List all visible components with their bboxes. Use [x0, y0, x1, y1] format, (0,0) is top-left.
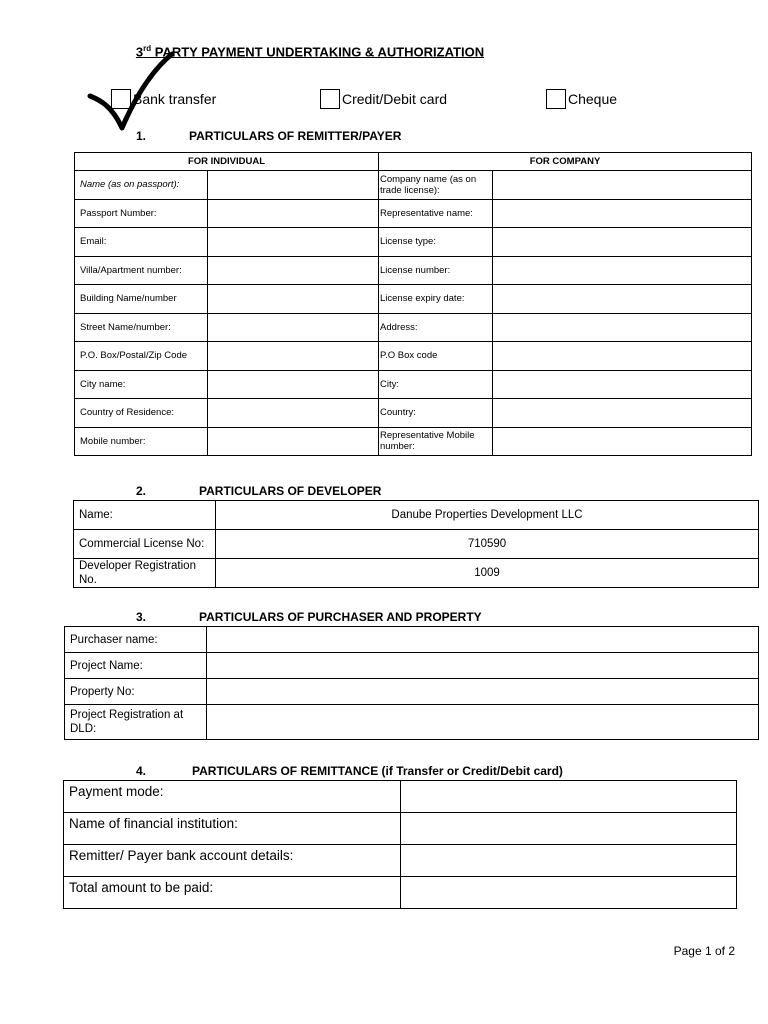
table-row: [75, 342, 752, 371]
table-row: [75, 399, 752, 428]
table-row: [74, 559, 759, 588]
remittance-label: Payment mode:: [64, 781, 401, 813]
company-input[interactable]: [493, 427, 752, 456]
remittance-label: Remitter/ Payer bank account details:: [64, 845, 401, 877]
section-3-heading: [136, 610, 482, 624]
table-row: [74, 530, 759, 559]
table-row: [75, 285, 752, 314]
table-row: [75, 256, 752, 285]
individual-label: Villa/Apartment number:: [75, 256, 208, 285]
company-label: Company name (as on trade license):: [379, 171, 493, 200]
remittance-input[interactable]: [401, 845, 737, 877]
remitter-table: [74, 152, 752, 456]
company-input[interactable]: [493, 199, 752, 228]
option-cheque[interactable]: [546, 88, 617, 110]
remittance-input[interactable]: [401, 781, 737, 813]
page-number: Page 1 of 2: [673, 944, 735, 958]
section-title: PARTICULARS OF DEVELOPER: [199, 484, 382, 498]
remittance-input[interactable]: [401, 813, 737, 845]
purchaser-table: [64, 626, 759, 740]
title-sup: rd: [143, 44, 152, 53]
section-title: PARTICULARS OF REMITTANCE (if Transfer or Credit/Debit card): [192, 764, 563, 778]
purchaser-label: Purchaser name:: [65, 627, 207, 653]
company-header: FOR COMPANY: [379, 153, 752, 171]
table-row: [64, 813, 737, 845]
title-rest: PARTY PAYMENT UNDERTAKING & AUTHORIZATION: [151, 44, 485, 60]
section-1-heading: [136, 129, 401, 143]
company-label: License number:: [379, 256, 493, 285]
table-row: [65, 679, 759, 705]
company-input[interactable]: [493, 342, 752, 371]
table-row: [65, 653, 759, 679]
purchaser-input[interactable]: [207, 627, 759, 653]
section-number: 3.: [136, 610, 147, 624]
developer-label: Name:: [74, 501, 216, 530]
company-input[interactable]: [493, 171, 752, 200]
individual-input[interactable]: [208, 313, 379, 342]
purchaser-label: Property No:: [65, 679, 207, 705]
table-row: [75, 313, 752, 342]
company-input[interactable]: [493, 228, 752, 257]
individual-label: Name (as on passport):: [75, 171, 208, 200]
purchaser-input[interactable]: [207, 705, 759, 740]
option-credit-debit-card[interactable]: [320, 88, 447, 110]
individual-label: P.O. Box/Postal/Zip Code: [75, 342, 208, 371]
purchaser-input[interactable]: [207, 679, 759, 705]
remittance-table: [63, 780, 737, 909]
purchaser-input[interactable]: [207, 653, 759, 679]
title-prefix: 3: [135, 44, 144, 60]
company-label: Country:: [379, 399, 493, 428]
section-number: 2.: [136, 484, 147, 498]
company-label: License expiry date:: [379, 285, 493, 314]
developer-value: 710590: [216, 530, 759, 559]
company-label: Representative Mobile number:: [379, 427, 493, 456]
remittance-input[interactable]: [401, 877, 737, 909]
company-input[interactable]: [493, 285, 752, 314]
credit-debit-card-checkbox[interactable]: [320, 89, 340, 109]
section-number: 4.: [136, 764, 147, 778]
table-row: [75, 228, 752, 257]
table-row: [64, 877, 737, 909]
table-row: [65, 705, 759, 740]
remittance-label: Total amount to be paid:: [64, 877, 401, 909]
table-row: [64, 845, 737, 877]
company-label: License type:: [379, 228, 493, 257]
company-input[interactable]: [493, 370, 752, 399]
developer-value: 1009: [216, 559, 759, 588]
table-row: [75, 370, 752, 399]
individual-input[interactable]: [208, 370, 379, 399]
option-label: Credit/Debit card: [342, 91, 448, 107]
section-title: PARTICULARS OF REMITTER/PAYER: [189, 129, 402, 143]
table-row: [65, 627, 759, 653]
table-row: [75, 427, 752, 456]
company-input[interactable]: [493, 399, 752, 428]
table-row: [75, 199, 752, 228]
purchaser-label: Project Registration at DLD:: [65, 705, 207, 740]
individual-label: City name:: [75, 370, 208, 399]
company-label: P.O Box code: [379, 342, 493, 371]
section-title: PARTICULARS OF PURCHASER AND PROPERTY: [199, 610, 482, 624]
individual-input[interactable]: [208, 228, 379, 257]
individual-label: Email:: [75, 228, 208, 257]
individual-input[interactable]: [208, 285, 379, 314]
individual-label: Building Name/number: [75, 285, 208, 314]
option-label: Bank transfer: [133, 91, 217, 107]
option-label: Cheque: [568, 91, 618, 107]
company-label: City:: [379, 370, 493, 399]
individual-input[interactable]: [208, 171, 379, 200]
individual-input[interactable]: [208, 427, 379, 456]
company-input[interactable]: [493, 313, 752, 342]
company-label: Representative name:: [379, 199, 493, 228]
table-row: [75, 171, 752, 200]
company-label: Address:: [379, 313, 493, 342]
purchaser-label: Project Name:: [65, 653, 207, 679]
developer-label: Developer Registration No.: [74, 559, 216, 588]
individual-input[interactable]: [208, 256, 379, 285]
company-input[interactable]: [493, 256, 752, 285]
individual-input[interactable]: [208, 199, 379, 228]
table-row: [74, 501, 759, 530]
cheque-checkbox[interactable]: [546, 89, 566, 109]
section-4-heading: [136, 764, 563, 778]
individual-input[interactable]: [208, 342, 379, 371]
table-row: [64, 781, 737, 813]
section-number: 1.: [136, 129, 147, 143]
individual-label: Country of Residence:: [75, 399, 208, 428]
developer-table: [73, 500, 759, 588]
remittance-label: Name of financial institution:: [64, 813, 401, 845]
developer-label: Commercial License No:: [74, 530, 216, 559]
individual-header: FOR INDIVIDUAL: [75, 153, 379, 171]
individual-label: Street Name/number:: [75, 313, 208, 342]
section-2-heading: [136, 484, 381, 498]
individual-label: Mobile number:: [75, 427, 208, 456]
individual-label: Passport Number:: [75, 199, 208, 228]
developer-value: Danube Properties Development LLC: [216, 501, 759, 530]
individual-input[interactable]: [208, 399, 379, 428]
